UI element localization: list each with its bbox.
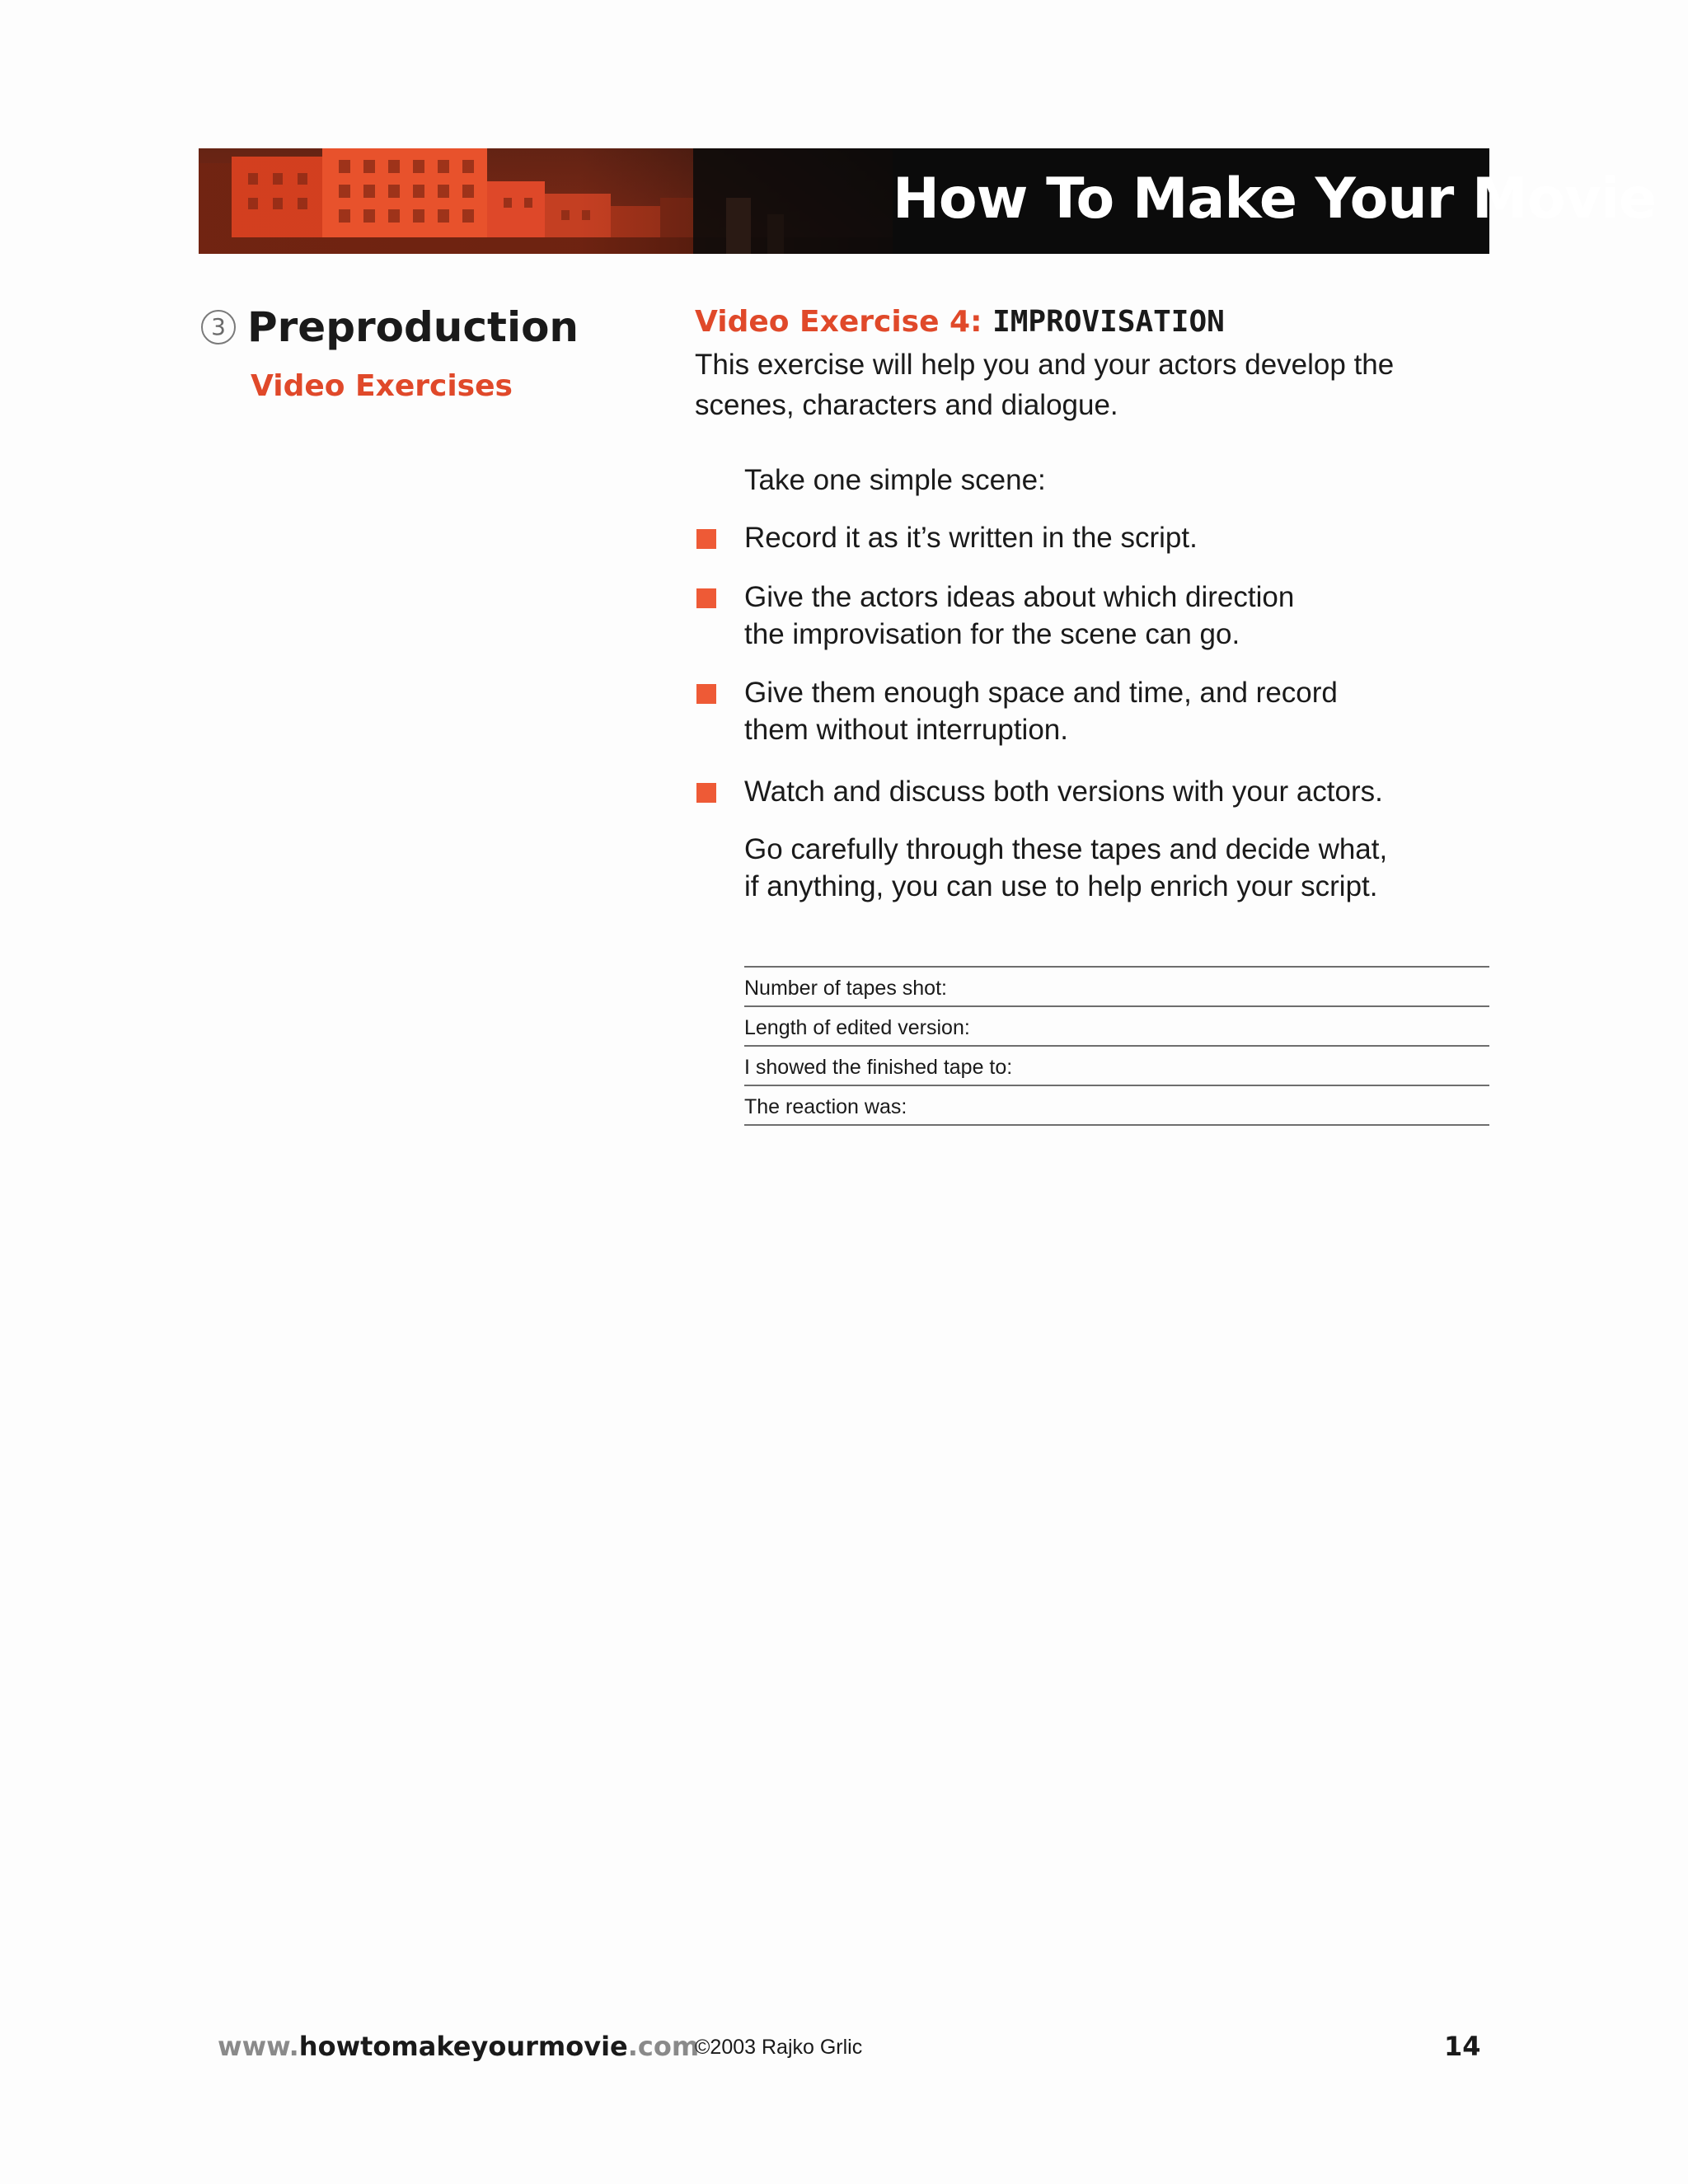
banner-title: How To Make Your Movie — [893, 166, 1657, 232]
copyright-notice: ©2003 Rajko Grlic — [695, 2036, 863, 2059]
form-field-tapes-shot[interactable]: Number of tapes shot: — [744, 977, 947, 1000]
exercise-label: Video Exercise 4: — [695, 305, 982, 339]
url-suffix: .com — [627, 2031, 700, 2062]
square-bullet-icon — [696, 684, 716, 704]
step-text — [744, 579, 1453, 653]
form-field-edited-length[interactable]: Length of edited version: — [744, 1016, 970, 1039]
header-banner — [199, 148, 1657, 254]
form-rule — [744, 1085, 1489, 1086]
step-line: Give the actors ideas about which direction — [744, 581, 1295, 613]
step-line: them without interruption. — [744, 714, 1068, 746]
square-bullet-icon — [696, 783, 716, 803]
closing-line: if anything, you can use to help enrich your script. — [744, 870, 1378, 902]
step-line: the improvisation for the scene can go. — [744, 618, 1240, 650]
step-line: Give them enough space and time, and record — [744, 677, 1338, 709]
form-rule — [744, 1124, 1489, 1126]
step-number-badge: 3 — [201, 310, 236, 344]
page-number: 14 — [1444, 2031, 1481, 2062]
city-street-image — [199, 148, 893, 254]
url-prefix: www. — [218, 2031, 299, 2062]
form-rule — [744, 1005, 1489, 1007]
website-link[interactable] — [218, 2031, 699, 2062]
step-line: Record it as it’s written in the script. — [744, 522, 1198, 554]
section-subtitle: Video Exercises — [251, 369, 513, 403]
square-bullet-icon — [696, 588, 716, 608]
form-rule — [744, 1045, 1489, 1047]
step-line: Watch and discuss both versions with your actors. — [744, 776, 1383, 808]
step-text — [744, 773, 1453, 810]
square-bullet-icon — [696, 529, 716, 549]
step-text — [744, 674, 1453, 748]
form-rule — [744, 966, 1489, 968]
exercise-name: IMPROVISATION — [992, 305, 1225, 339]
exercise-intro: This exercise will help you and your actors develop the scenes, characters and dialogue. — [695, 349, 1395, 421]
step-text — [744, 519, 1453, 556]
form-field-reaction[interactable]: The reaction was: — [744, 1095, 907, 1118]
exercise-lead-in: Take one simple scene: — [744, 464, 1046, 496]
section-title: Preproduction — [247, 303, 579, 351]
closing-line: Go carefully through these tapes and decide what, — [744, 833, 1388, 865]
url-main: howtomakeyourmovie — [298, 2031, 628, 2062]
exercise-heading — [695, 305, 1225, 339]
form-field-showed-to[interactable]: I showed the finished tape to: — [744, 1056, 1013, 1079]
exercise-closing — [744, 831, 1453, 905]
